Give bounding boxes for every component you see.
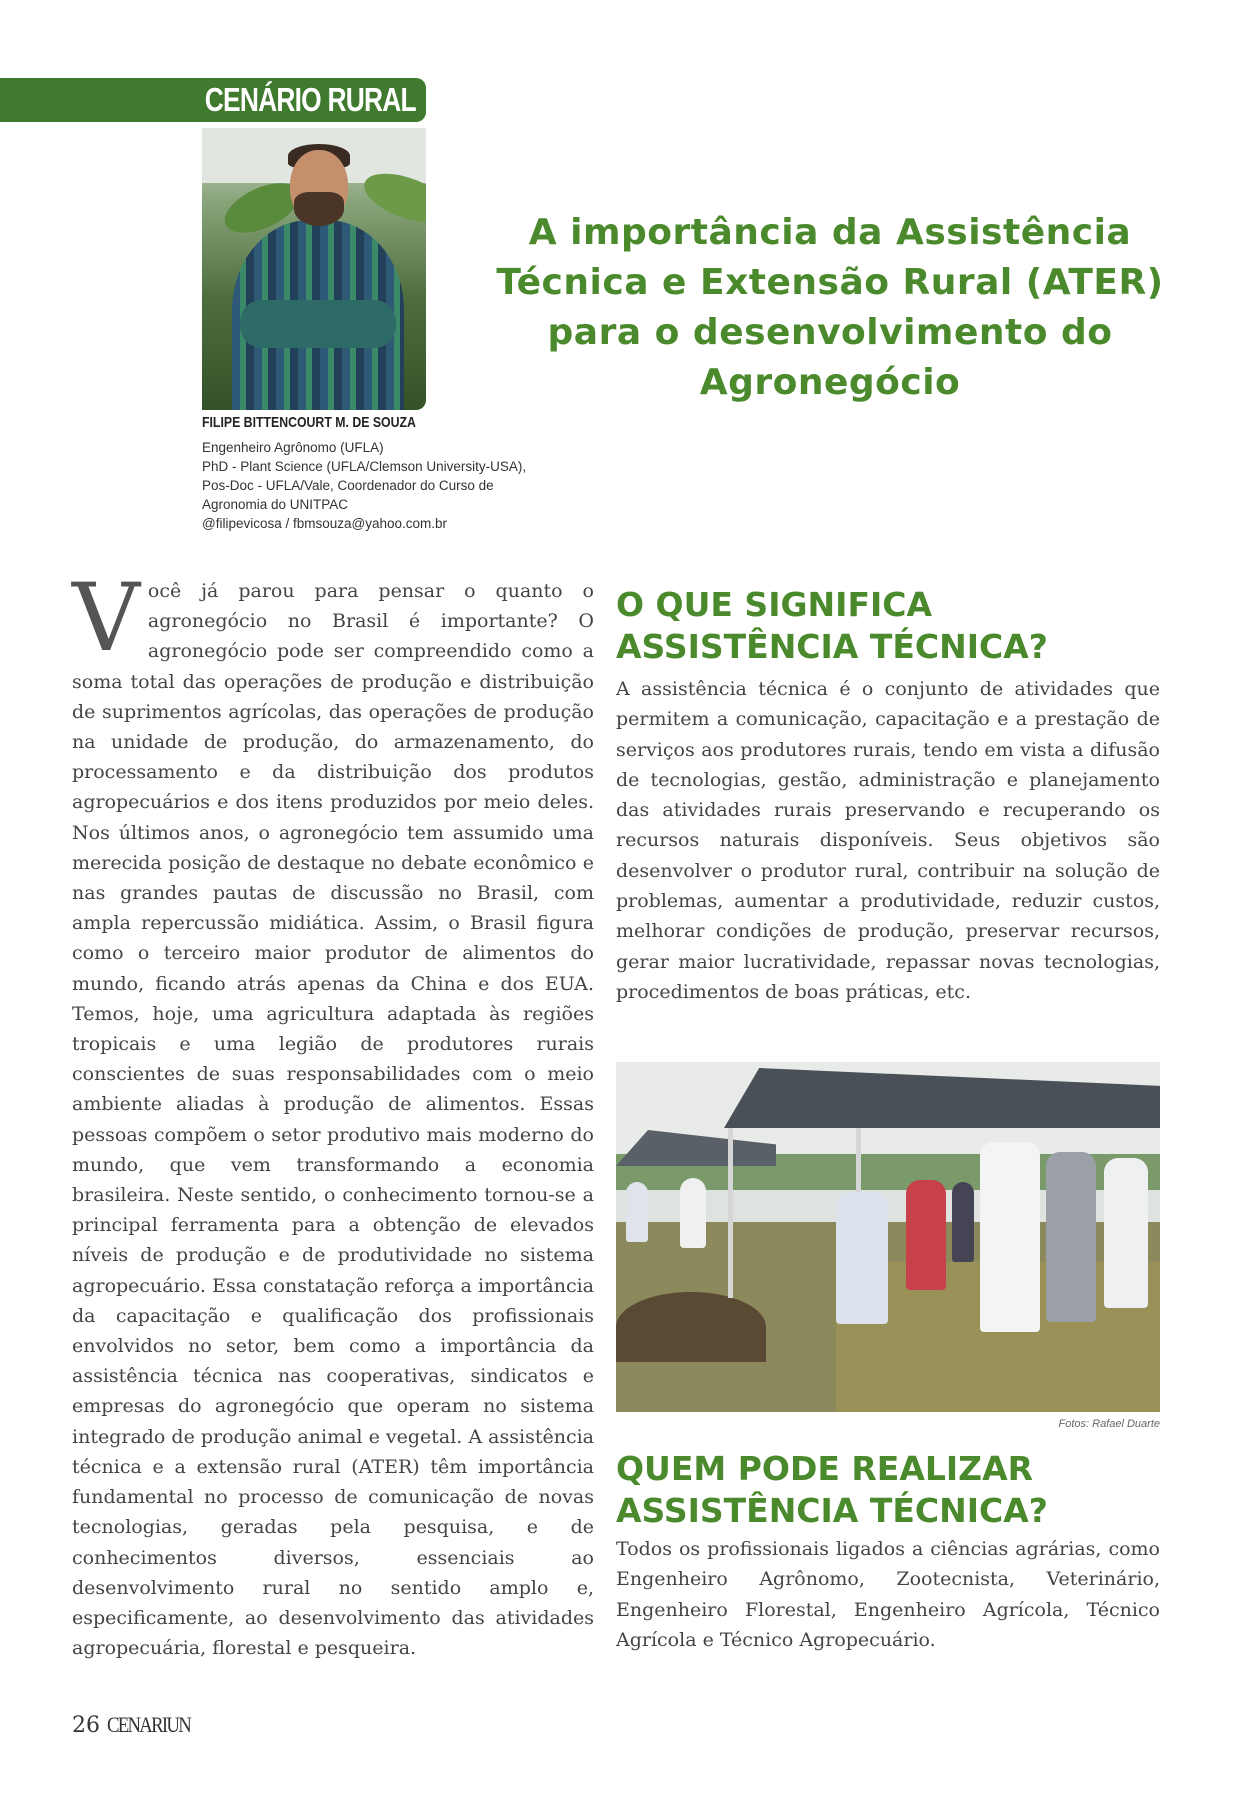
author-bio-line: Engenheiro Agrônomo (UFLA) [202, 440, 384, 455]
section-text-who-can: Todos os profissionais ligados a ciências agrárias, como Engenheiro Agrônomo, Zootecnista, Veterinário, Engenheiro Florestal, Engenheiro Agrícola, Técnico Agrícola e Técnico Agropecuário. [616, 1538, 1160, 1651]
drop-cap: V [72, 564, 140, 673]
article-body-left [72, 564, 594, 1663]
heading-line: O QUE SIGNIFICA [616, 585, 933, 624]
event-photo [616, 1062, 1160, 1412]
article-title: A importância da Assistência Técnica e Extensão Rural (ATER) para o desenvolvimento do Agronegócio [496, 212, 1164, 403]
section-heading-what-is [616, 584, 1048, 668]
author-bio-line: Agronomia do UNITPAC [202, 497, 349, 512]
section-banner [0, 78, 426, 122]
magazine-brand: CENARIUN [107, 1712, 191, 1737]
body-text: ocê já parou para pensar o quanto o agronegócio no Brasil é importante? O agronegócio pode ser compreendido como a soma total das operações de produção e distribuição de suprimentos agrícolas, das operações de produção na unidade de produção, do armazenamento, do processamento e da distribuição dos produtos agropecuários e dos itens produzidos por meio deles. Nos últimos anos, o agronegócio tem assumido uma merecida posição de destaque no debate econômico e nas grandes pautas de discussão no Brasil, com ampla repercussão midiática. Assim, o Brasil figura como o terceiro maior produtor de alimentos do mundo, ficando atrás apenas da China e dos EUA. Temos, hoje, uma agricultura adaptada às regiões tropicais e uma legião de produtores rurais conscientes de suas responsabilidades com o meio ambiente aliadas à produção de alimentos. Essas pessoas compõem o setor produtivo mais moderno do mundo, que vem transformando a economia brasileira. Neste sentido, o conhecimento tornou-se a principal ferramenta para a obtenção de elevados níveis de produção e de produtividade no sistema agropecuário. Essa constatação reforça a importância da capacitação e qualificação dos profissionais envolvidos no setor, bem como a importância da assistência técnica nas cooperativas, sindicatos e empresas do agronegócio que operam no sistema integrado de produção animal e vegetal. A assistência técnica e a extensão rural (ATER) têm importância fundamental no processo de comunicação de novas tecnologias, geradas pela pesquisa, e de conhecimentos diversos, essenciais ao desenvolvimento rural no sentido amplo e, especificamente, ao desenvolvimento das atividades agropecuária, florestal e pesqueira. [72, 580, 594, 1660]
section-text-what-is: A assistência técnica é o conjunto de atividades que permitem a comunicação, capacitação e a prestação de serviços aos produtores rurais, tendo em vista a difusão de tecnologias, gestão, administração e planejamento das atividades rurais preservando e recuperando os recursos naturais disponíveis. Seus objetivos são desenvolver o produtor rural, contribuir na solução de problemas, aumentar a produtividade, reduzir custos, melhorar condições de produção, preservar recursos, gerar maior lucratividade, repassar novas tecnologias, procedimentos de boas práticas, etc. [616, 678, 1160, 1003]
section-banner-label: CENÁRIO RURAL [204, 81, 416, 118]
photo-credit: Fotos: Rafael Duarte [1058, 1418, 1160, 1430]
heading-line: ASSISTÊNCIA TÉCNICA? [616, 627, 1048, 666]
author-photo [202, 128, 426, 410]
heading-line: QUEM PODE REALIZAR [616, 1449, 1034, 1488]
page-footer [72, 1712, 205, 1738]
author-name: FILIPE BITTENCOURT M. DE SOUZA [202, 414, 416, 431]
author-bio-line: Pos-Doc - UFLA/Vale, Coordenador do Curso de [202, 478, 494, 493]
heading-line: ASSISTÊNCIA TÉCNICA? [616, 1491, 1048, 1530]
author-bio [202, 438, 532, 533]
author-contact: @filipevicosa / fbmsouza@yahoo.com.br [202, 516, 448, 531]
author-bio-line: PhD - Plant Science (UFLA/Clemson University-USA), [202, 459, 527, 474]
section-heading-who-can [616, 1448, 1048, 1532]
page-number: 26 [72, 1713, 100, 1738]
